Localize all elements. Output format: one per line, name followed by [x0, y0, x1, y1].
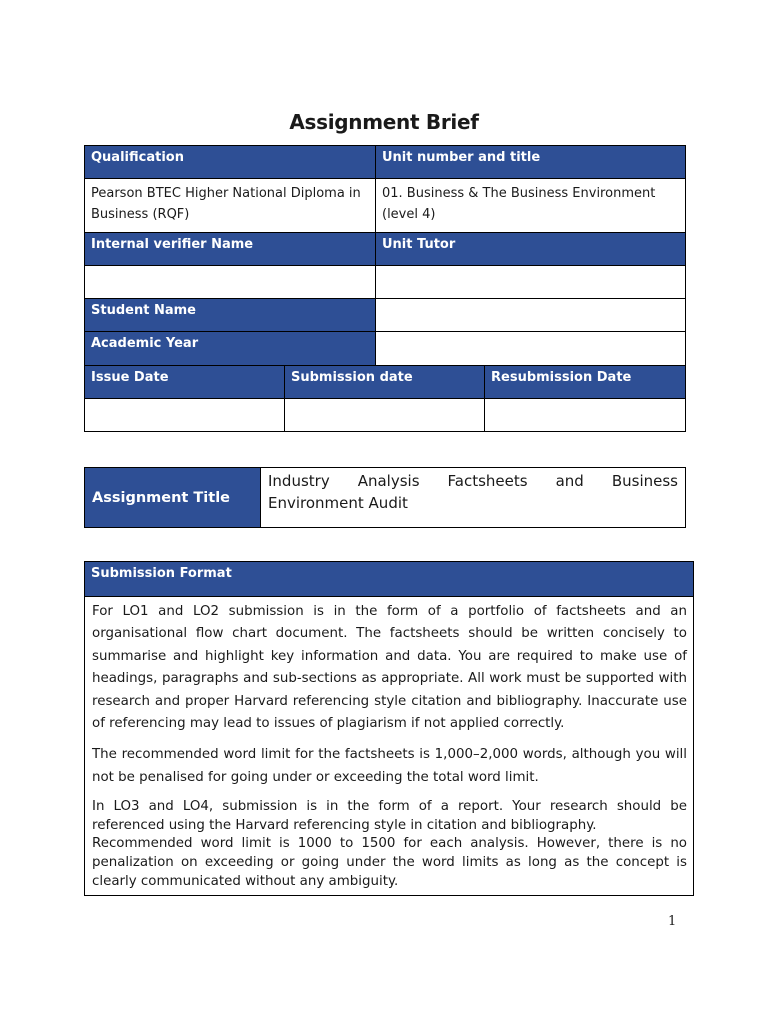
assignment-title-table	[84, 467, 686, 528]
submission-date-field[interactable]	[285, 399, 485, 432]
submission-paragraph-1: For LO1 and LO2 submission is in the form of a portfolio of factsheets and an organisational flow chart document. The factsheets should be written concisely to summarise and highlight key information and data. You are required to make use of headings, paragraphs and sub-sections as appropriate. All work must be supported with research and proper Harvard referencing style citation and bibliography. Inaccurate use of referencing may lead to issues of plagiarism if not applied correctly.	[92, 604, 687, 732]
academic-year-field[interactable]	[376, 332, 686, 366]
submission-format-header: Submission Format	[85, 562, 694, 597]
resubmission-date-label: Resubmission Date	[485, 366, 686, 399]
unit-tutor-label: Unit Tutor	[376, 233, 686, 266]
submission-paragraph-4: Recommended word limit is 1000 to 1500 for each analysis. However, there is no penalization on exceeding or going under the word limits as long as the concept is clearly communicated without any ambiguity.	[92, 836, 687, 889]
assignment-title-label: Assignment Title	[85, 468, 261, 528]
qualification-label: Qualification	[85, 146, 376, 179]
assignment-title-line1: Industry Analysis Factsheets and Business	[268, 472, 678, 490]
submission-format-body	[85, 597, 694, 896]
page-number: 1	[668, 914, 677, 929]
issue-date-field[interactable]	[85, 399, 285, 432]
info-table	[84, 145, 686, 432]
submission-format-table	[84, 561, 694, 896]
student-name-field[interactable]	[376, 299, 686, 332]
student-name-label: Student Name	[85, 299, 376, 332]
unit-tutor-field[interactable]	[376, 266, 686, 299]
assignment-title-value	[261, 468, 686, 528]
resubmission-date-field[interactable]	[485, 399, 686, 432]
unit-label: Unit number and title	[376, 146, 686, 179]
submission-date-label: Submission date	[285, 366, 485, 399]
unit-value: 01. Business & The Business Environment (level 4)	[376, 179, 686, 233]
assignment-title-line2: Environment Audit	[268, 494, 408, 512]
internal-verifier-label: Internal verifier Name	[85, 233, 376, 266]
submission-paragraph-2: The recommended word limit for the factsheets is 1,000–2,000 words, although you will not be penalised for going under or exceeding the total word limit.	[92, 747, 687, 785]
submission-paragraph-3: In LO3 and LO4, submission is in the form of a report. Your research should be referenced using the Harvard referencing style in citation and bibliography.	[92, 799, 687, 833]
qualification-value: Pearson BTEC Higher National Diploma in Business (RQF)	[85, 179, 376, 233]
academic-year-label: Academic Year	[85, 332, 376, 366]
issue-date-label: Issue Date	[85, 366, 285, 399]
internal-verifier-field[interactable]	[85, 266, 376, 299]
page-title: Assignment Brief	[289, 110, 479, 134]
